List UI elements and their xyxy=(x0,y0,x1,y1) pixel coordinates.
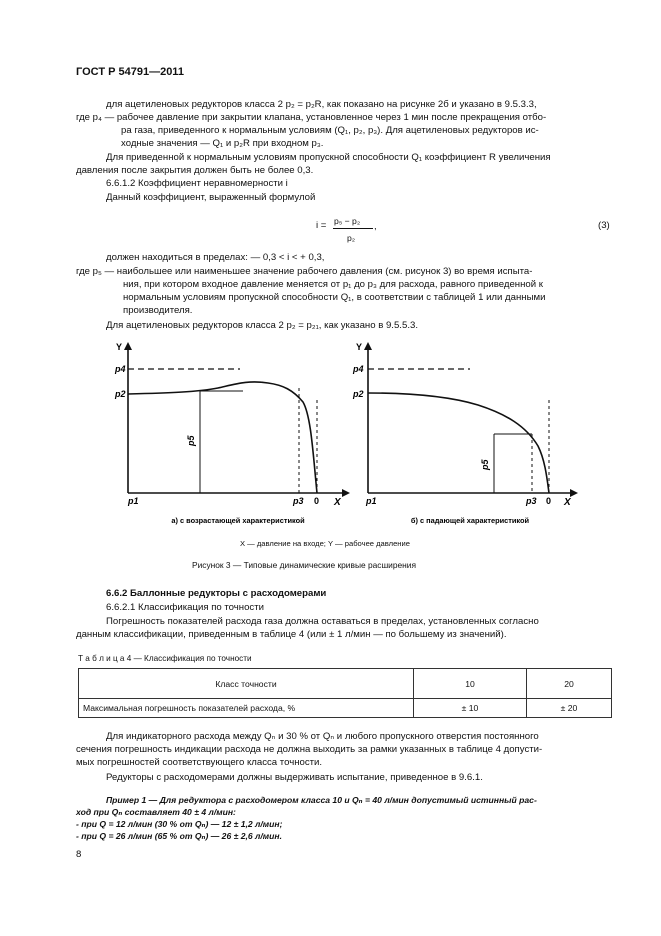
right-graph xyxy=(352,342,578,525)
p1-label: p1 xyxy=(128,496,139,506)
text-line: ра газа, приведенного к нормальным условиям (Q₁, p₂, p₃). Для ацетиленовых редукторов ис- xyxy=(121,125,539,136)
p3-label: p3 xyxy=(526,496,537,506)
p5-label: p5 xyxy=(186,435,196,446)
clause-heading: 6.6.2.1 Классификация по точности xyxy=(106,602,264,613)
formula-bar xyxy=(333,228,373,229)
figure-3 xyxy=(78,338,598,538)
text-line: где p₄ — рабочее давление при закрытии клапана, установленное через 1 мин после прекращения отбо- xyxy=(76,112,547,123)
text-line: ния, при котором входное давление меняется от p₁ до p₃ для расхода, равного приведенной к xyxy=(123,279,543,290)
table-header-cell: 10 xyxy=(414,669,527,699)
document-header: ГОСТ Р 54791—2011 xyxy=(76,66,184,78)
table-header-cell: 20 xyxy=(527,669,612,699)
accuracy-table xyxy=(78,668,612,718)
section-heading: 6.6.2 Баллонные редукторы с расходомерами xyxy=(106,588,327,599)
y-axis-label: Y xyxy=(356,342,363,352)
text-line: Редукторы с расходомерами должны выдерживать испытание, приведенное в 9.6.1. xyxy=(106,772,483,783)
formula-tail: , xyxy=(374,221,377,232)
clause-heading: 6.6.1.2 Коэффициент неравномерности i xyxy=(106,178,288,189)
p4-label: p4 xyxy=(115,364,126,374)
text-line: ходные значения — Q₁ и p₂R при входном p₃. xyxy=(121,138,324,149)
formula-number: (3) xyxy=(598,220,610,231)
y-axis-label: Y xyxy=(116,342,123,352)
text-line: где p₅ — наибольшее или наименьшее значение рабочего давления (см. рисунок 3) во время испыта- xyxy=(76,266,533,277)
p3-label: p3 xyxy=(293,496,304,506)
page-number: 8 xyxy=(76,849,82,860)
example-line: - при Q = 12 л/мин (30 % от Qₙ) — 12 ± 1,2 л/мин; xyxy=(76,819,283,829)
p5-label: p5 xyxy=(480,459,490,470)
text-line: для ацетиленовых редукторов класса 2 p₂ = p₂R, как показано на рисунке 2б и указано в 9.5.3.3, xyxy=(106,99,537,110)
text-line: давления после закрытия должен быть не более 0,3. xyxy=(76,165,314,176)
text-line: сечения погрешность индикации расхода не должна выходить за рамки указанных в таблице 4 допусти- xyxy=(76,744,543,755)
formula-numerator: p₅ − p₂ xyxy=(334,216,361,226)
example-line: ход при Qₙ составляет 40 ± 4 л/мин: xyxy=(76,807,236,817)
x-axis-label: X xyxy=(564,497,571,508)
left-graph xyxy=(114,342,350,525)
p4-label: p4 xyxy=(353,364,364,374)
p2-label: p2 xyxy=(353,389,364,399)
text-line: должен находиться в пределах: — 0,3 < i < + 0,3, xyxy=(106,252,325,263)
table-header-cell: Класс точности xyxy=(79,669,414,699)
formula-denominator: p₂ xyxy=(347,233,356,243)
text-line: нормальным условиям пропускной способности Q₁, в соответствии с таблицей 1 или данными xyxy=(123,292,546,303)
table-header-row xyxy=(79,669,612,699)
p2-label: p2 xyxy=(115,389,126,399)
table-row xyxy=(79,699,612,718)
table-cell: ± 20 xyxy=(527,699,612,718)
example-line: Пример 1 — Для редуктора с расходомером класса 10 и Qₙ = 40 л/мин допустимый истинный рас- xyxy=(106,795,537,805)
table-cell: ± 10 xyxy=(414,699,527,718)
text-line: производителя. xyxy=(123,305,193,316)
table-title: Т а б л и ц а 4 — Классификация по точности xyxy=(78,654,252,663)
x-axis-label: X xyxy=(334,497,341,508)
text-line: Погрешность показателей расхода газа должна оставаться в пределах, установленных согласно xyxy=(106,616,539,627)
formula-lhs: i = xyxy=(316,220,327,231)
figure-caption: Рисунок 3 — Типовые динамические кривые расширения xyxy=(192,560,416,570)
zero-label: 0 xyxy=(314,496,320,506)
text-line: данным классификации, приведенным в таблице 4 (или ± 1 л/мин — по большему из значений). xyxy=(76,629,507,640)
text-line: Для ацетиленовых редукторов класса 2 p₂ = p₂₁, как указано в 9.5.5.3. xyxy=(106,320,418,331)
text-line: Для индикаторного расхода между Qₙ и 30 % от Qₙ и любого пропускного отверстия постоянного xyxy=(106,731,539,742)
zero-label: 0 xyxy=(546,496,552,506)
table-cell: Максимальная погрешность показателей расхода, % xyxy=(79,699,414,718)
text-line: мых погрешностей соответствующего класса точности. xyxy=(76,757,323,768)
figure-legend: X — давление на входе; Y — рабочее давление xyxy=(240,539,410,548)
text-line: Данный коэффициент, выраженный формулой xyxy=(106,192,316,203)
example-line: - при Q = 26 л/мин (65 % от Qₙ) — 26 ± 2,6 л/мин. xyxy=(76,831,282,841)
text-line: Для приведенной к нормальным условиям пропускной способности Q₁ коэффициент R увеличения xyxy=(106,152,551,163)
right-graph-caption: б) с падающей характеристикой xyxy=(410,516,530,525)
p1-label: p1 xyxy=(366,496,377,506)
left-graph-caption: а) с возрастающей характеристикой xyxy=(171,516,305,525)
